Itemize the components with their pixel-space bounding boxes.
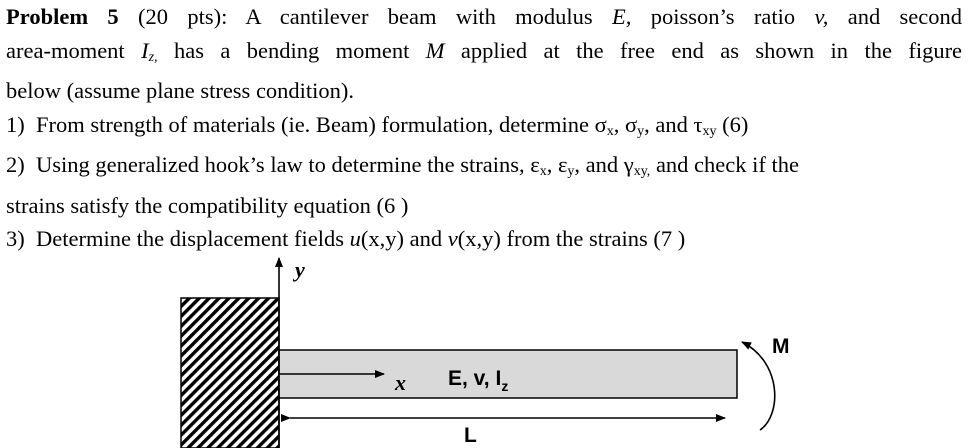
question-number: 3) — [6, 226, 25, 251]
moment-arrow — [742, 342, 775, 430]
subscript: x — [606, 123, 614, 139]
subscript: y — [567, 164, 575, 179]
poisson-symbol: v, — [814, 4, 829, 29]
question-1 — [6, 108, 962, 149]
subscript: x — [539, 164, 547, 179]
problem-heading: Problem 5 — [6, 4, 119, 29]
question-number: 1) — [6, 111, 25, 137]
moment-symbol: M — [425, 37, 445, 63]
question-text: From strength of materials (ie. Beam) formulation, determine σ — [36, 111, 607, 137]
problem-line-2 — [6, 34, 962, 75]
beam-properties-text: E, v, I — [448, 367, 502, 390]
intro-text: applied at the free end as shown in the figure — [460, 37, 963, 63]
question-text: (x,y) and — [360, 226, 448, 251]
subscript: xy, — [633, 164, 651, 179]
area-moment-symbol — [141, 38, 157, 63]
intro-text: poisson’s ratio — [650, 4, 796, 29]
displacement-v: v — [447, 226, 458, 251]
question-text: (x,y) from the strains (7 ) — [457, 226, 686, 251]
question-text: (6) — [716, 111, 749, 137]
intro-text: has a bending moment — [173, 37, 410, 63]
question-text: , and γ — [574, 152, 634, 177]
question-2 — [6, 148, 962, 189]
problem-line-1 — [6, 0, 962, 34]
beam-properties-subscript: z — [501, 378, 509, 394]
question-text: Determine the displacement fields — [36, 226, 350, 251]
area-moment-letter: I — [141, 37, 149, 63]
x-axis-label: x — [395, 370, 406, 395]
subscript: y — [637, 123, 645, 139]
question-text: , and τ — [644, 111, 703, 137]
displacement-u: u — [349, 226, 361, 251]
subscript: xy — [702, 123, 717, 139]
intro-text: and second — [847, 4, 963, 29]
problem-points: (20 pts): — [138, 4, 228, 29]
y-axis-label: y — [295, 257, 305, 282]
area-moment-subscript: z, — [148, 49, 158, 65]
moment-label: M — [772, 335, 790, 358]
question-text: Using generalized hook’s law to determine the strains, ε — [36, 152, 540, 177]
problem-line-3: below (assume plane stress condition). — [6, 78, 355, 103]
question-text: , ε — [546, 152, 568, 177]
intro-text: A cantilever beam with modulus — [245, 4, 593, 29]
question-text: , σ — [613, 111, 638, 137]
fixed-wall-support — [181, 298, 279, 448]
modulus-symbol: E, — [612, 4, 632, 29]
problem-text — [6, 0, 962, 256]
question-number: 2) — [6, 152, 25, 177]
question-2-continued: strains satisfy the compatibility equation (6 ) — [6, 192, 409, 218]
beam-properties-label — [448, 367, 508, 394]
cantilever-figure — [0, 240, 968, 448]
intro-text: area-moment — [6, 37, 125, 63]
length-label: L — [464, 424, 477, 447]
question-text: and check if the — [650, 152, 799, 177]
